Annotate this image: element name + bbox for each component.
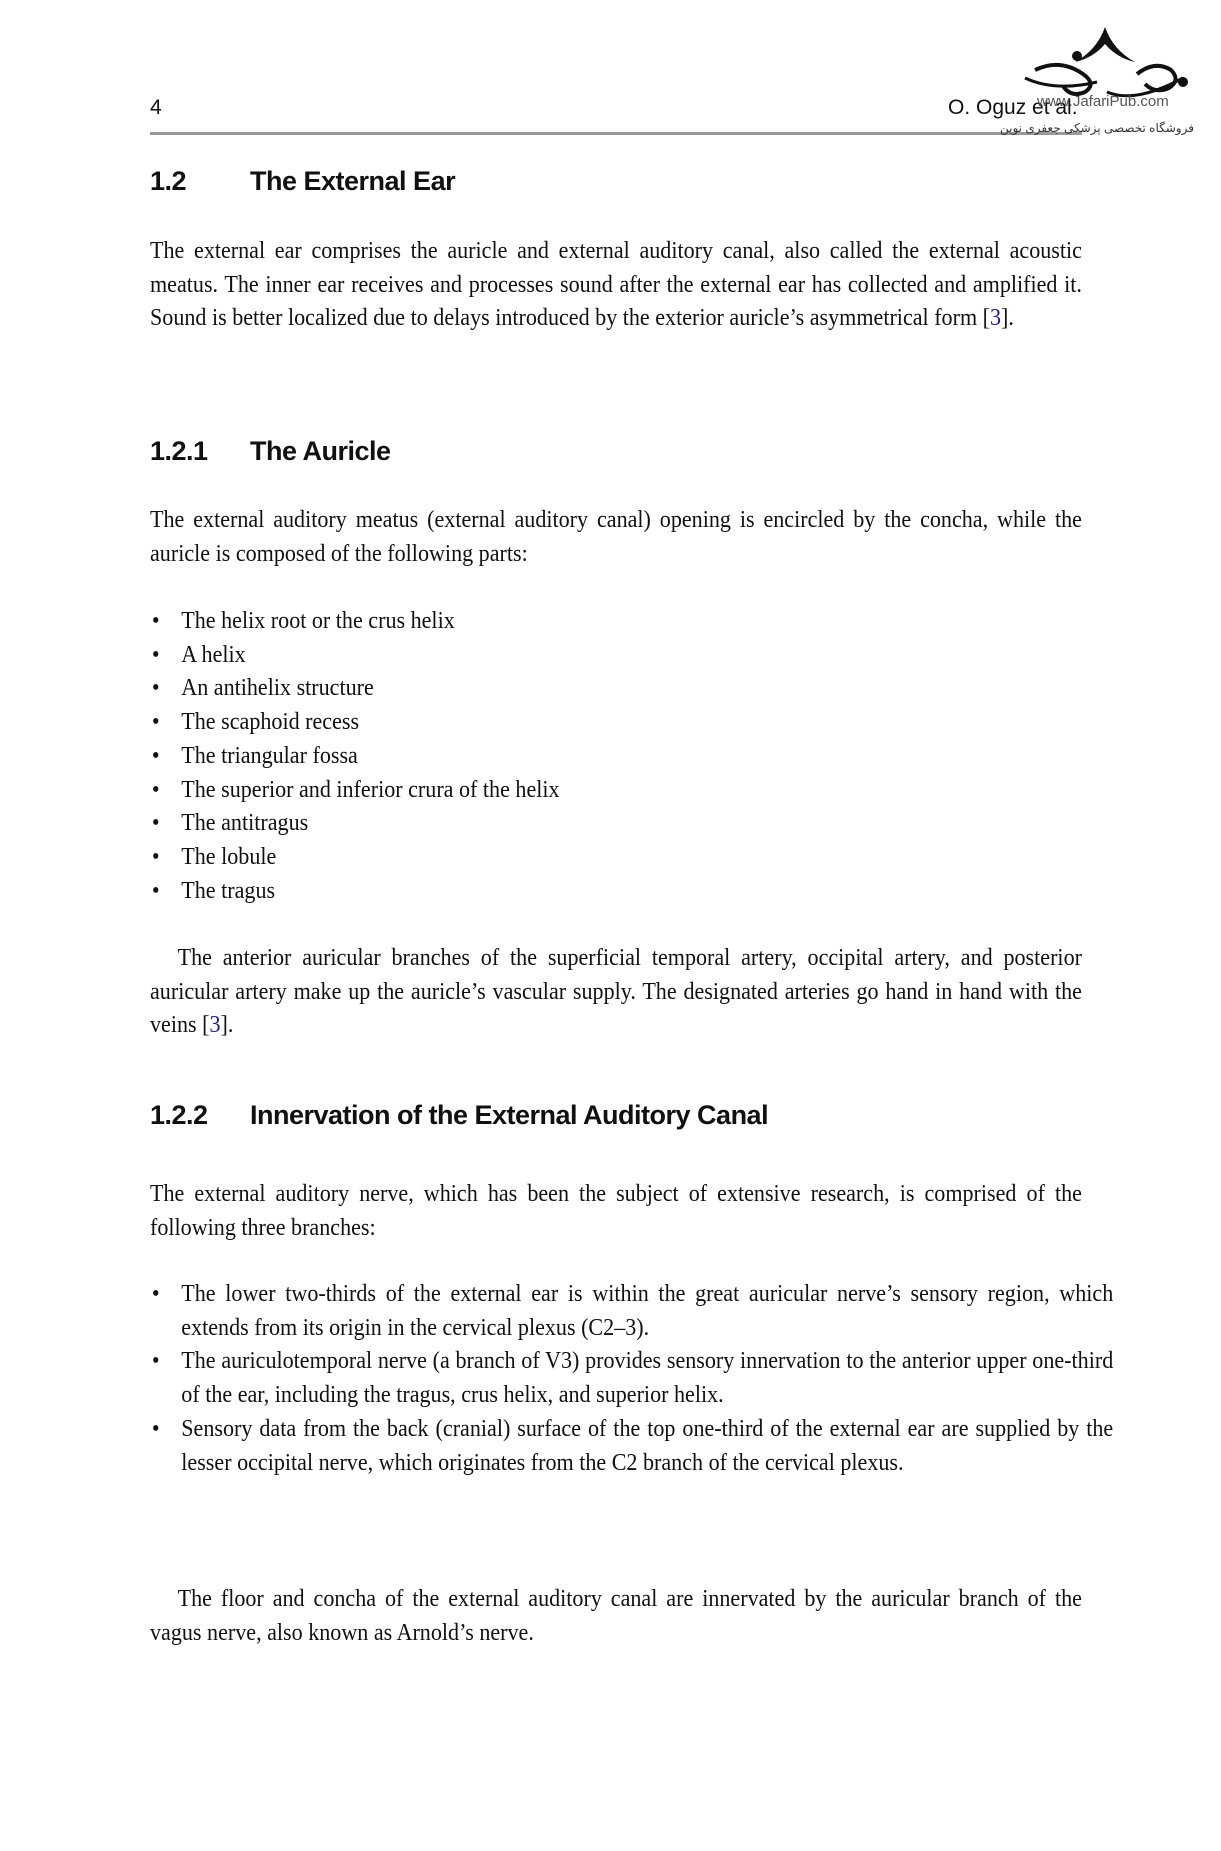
list-item bbox=[150, 1413, 1113, 1480]
paragraph-text: The external ear comprises the auricle and external auditory canal, also called the external acoustic meatus. The inner ear receives and processes sound after the external ear has collected and amplified it. Sound is better localized due to delays introduced by the exterior auricle’s asymmetrical form [ bbox=[150, 238, 1082, 332]
citation-link[interactable]: 3 bbox=[209, 1012, 221, 1039]
paragraph-innervation-intro: The external auditory nerve, which has been the subject of extensive research, is comprised of the following three branches: bbox=[150, 1181, 1082, 1241]
paragraph-text-end: ]. bbox=[220, 1012, 234, 1039]
list-item: • The superior and inferior crura of the helix bbox=[150, 774, 560, 808]
section-number: 1.2.2 bbox=[150, 1100, 208, 1130]
running-head: O. Oguz et al. bbox=[948, 96, 1078, 119]
section-heading-1-2-2 bbox=[150, 1100, 768, 1131]
paragraph-external-ear bbox=[150, 235, 1082, 336]
page-number: 4 bbox=[150, 96, 162, 119]
list-item: • The triangular fossa bbox=[150, 740, 560, 774]
list-item bbox=[150, 1345, 1113, 1412]
list-item: • The tragus bbox=[150, 875, 560, 909]
list-item-text: • The lower two-thirds of the external ear is within the great auricular nerve’s sensory region, which extends from its origin in the cervical plexus (C2–3). bbox=[181, 1281, 1114, 1341]
paragraph-text: The anterior auricular branches of the superficial temporal artery, occipital artery, and posterior auricular artery make up the auricle’s vascular supply. The designated arteries go hand in hand with the veins [ bbox=[150, 945, 1082, 1039]
list-item: • The scaphoid recess bbox=[150, 706, 560, 740]
nerve-branches-list bbox=[150, 1278, 1197, 1480]
auricle-parts-list bbox=[150, 605, 595, 908]
paragraph-text-end: ]. bbox=[1001, 305, 1014, 332]
list-item-text: • Sensory data from the back (cranial) surface of the top one-third of the external ear are supplied by the lesser occipital nerve, which originates from the C2 branch of the cervical plexus. bbox=[181, 1415, 1114, 1476]
section-heading-1-2-1 bbox=[150, 436, 391, 467]
citation-link[interactable]: 3 bbox=[989, 305, 1002, 332]
list-item bbox=[150, 1278, 1113, 1345]
paragraph-auricle-intro: The external auditory meatus (external auditory canal) opening is encircled by the concha, while the auricle is composed of the following parts: bbox=[150, 507, 1082, 567]
list-item: • A helix bbox=[150, 639, 560, 673]
section-heading-1-2 bbox=[150, 166, 455, 197]
section-title: Innervation of the External Auditory Canal bbox=[250, 1100, 769, 1130]
list-item: • The antitragus bbox=[150, 807, 560, 841]
header-rule bbox=[150, 132, 1082, 135]
watermark-url: www.JafariPub.com bbox=[1037, 93, 1169, 110]
list-item: • An antihelix structure bbox=[150, 672, 560, 706]
list-item: • The lobule bbox=[150, 841, 560, 875]
list-item-text: • The auriculotemporal nerve (a branch of V3) provides sensory innervation to the anterior upper one-third of the ear, including the tragus, crus helix, and superior helix. bbox=[181, 1348, 1114, 1409]
paragraph-vascular-supply bbox=[150, 942, 1082, 1043]
section-number: 1.2.1 bbox=[150, 436, 208, 466]
section-title: The External Ear bbox=[250, 166, 456, 196]
list-item: • The helix root or the crus helix bbox=[150, 605, 560, 639]
paragraph-arnolds-nerve: The floor and concha of the external auditory canal are innervated by the auricular branch of the vagus nerve, also known as Arnold’s nerve. bbox=[150, 1586, 1082, 1646]
section-title: The Auricle bbox=[250, 436, 391, 466]
section-number: 1.2 bbox=[150, 166, 187, 196]
watermark-tagline: فروشگاه تخصصی پزشکی جعفری نوین bbox=[1000, 121, 1194, 135]
